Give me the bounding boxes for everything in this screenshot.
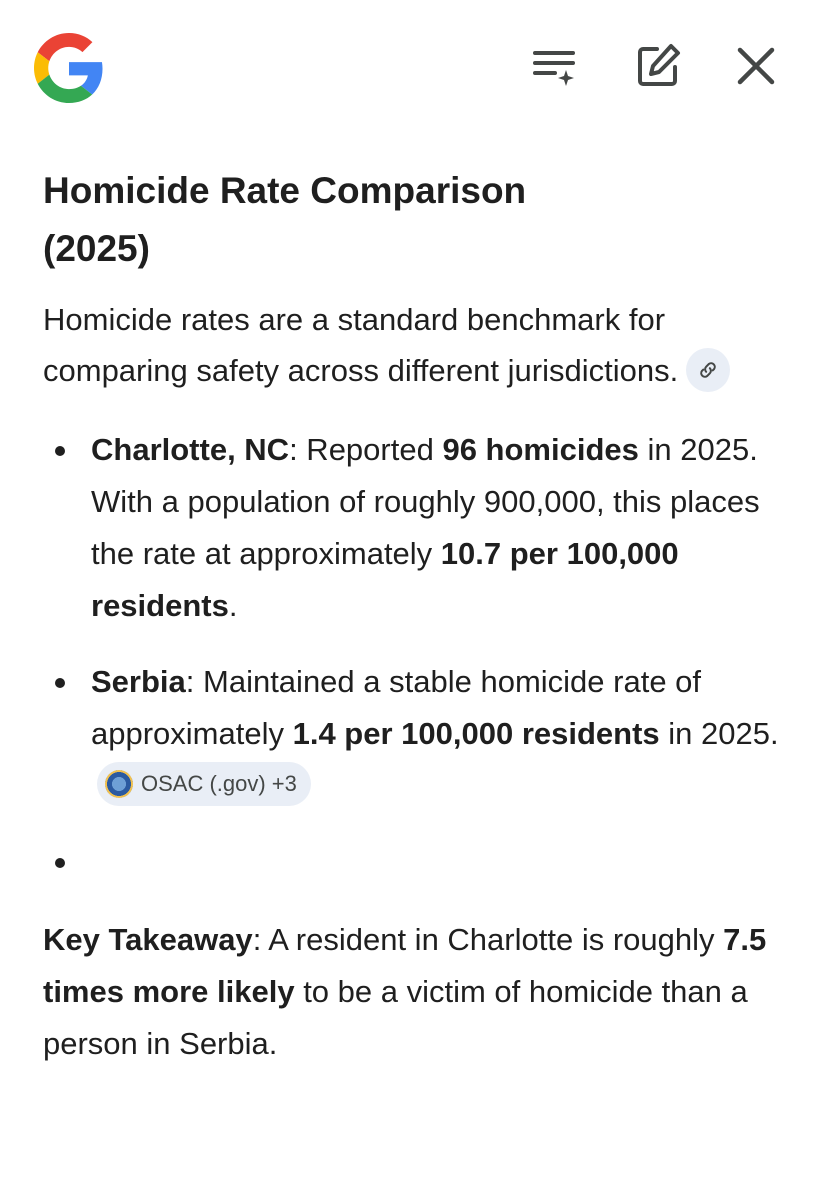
fact-label: Serbia (91, 664, 186, 699)
intro-text: Homicide rates are a standard benchmark for comparing safety across different jurisdictions. (43, 302, 679, 388)
fact-label: Charlotte, NC (91, 432, 290, 467)
takeaway-text: to be a victim of homicide than a person in Serbia. (43, 974, 748, 1061)
facts-list (43, 424, 788, 888)
list-item-serbia (43, 656, 788, 812)
list-item-empty (43, 836, 788, 888)
fact-bold: 96 homicides (442, 432, 639, 467)
link-icon[interactable] (686, 348, 730, 392)
fact-text: in 2025. With a population of roughly 900,000, this places the rate at approximately (91, 432, 760, 571)
fact-text: : Maintained a stable homicide rate of approximately (91, 664, 702, 751)
takeaway-bold: 7.5 times more likely (43, 922, 767, 1009)
edit-icon[interactable] (632, 40, 684, 92)
answer-content (43, 162, 788, 1070)
takeaway-text: : A resident in Charlotte is roughly (252, 922, 724, 957)
fact-text: : Reported (289, 432, 443, 467)
fact-bold: 10.7 per 100,000 residents (91, 536, 679, 623)
page-title (43, 162, 788, 278)
source-label: OSAC (.gov) +3 (141, 770, 297, 796)
queue-sparkle-icon[interactable] (528, 40, 580, 92)
intro-paragraph (43, 294, 788, 396)
fact-text: in 2025. (659, 716, 779, 751)
title-line-1: Homicide Rate Comparison (43, 170, 527, 211)
fact-text: . (228, 588, 238, 623)
source-chip[interactable] (97, 762, 311, 806)
key-takeaway (43, 914, 788, 1070)
list-item-charlotte (43, 424, 788, 632)
close-icon[interactable] (730, 40, 782, 92)
fact-bold: 1.4 per 100,000 residents (292, 716, 660, 751)
osac-logo-icon (105, 770, 133, 798)
google-g-icon (34, 33, 104, 103)
takeaway-label: Key Takeaway (43, 922, 253, 957)
title-line-2: (2025) (43, 228, 150, 269)
top-bar (0, 0, 825, 140)
